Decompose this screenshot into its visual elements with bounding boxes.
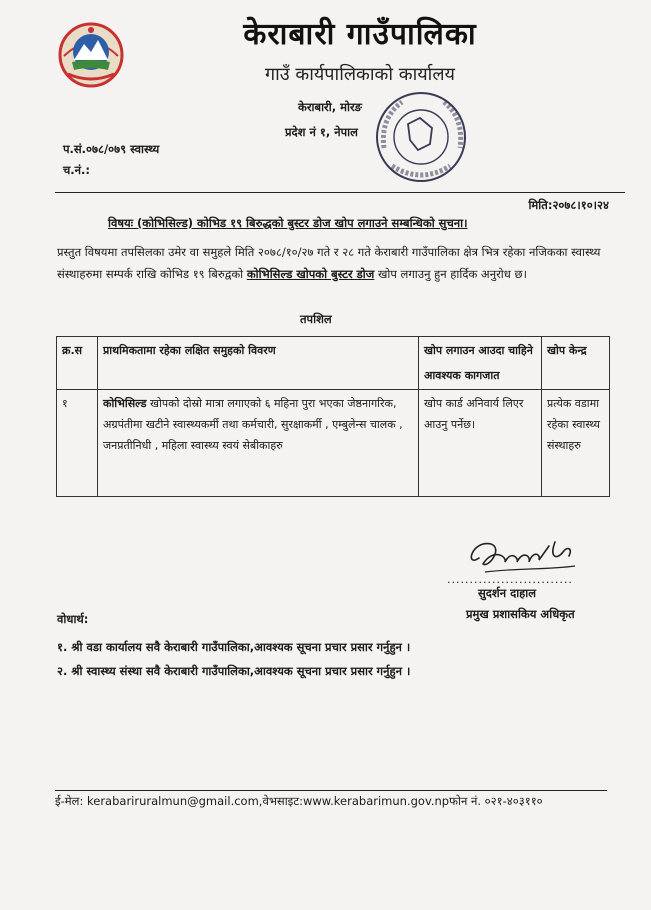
- office-title: केराबारी गाउँपालिका: [243, 17, 477, 52]
- office-subtitle: गाउँ कार्यपालिकाको कार्यालय: [265, 64, 455, 85]
- cc-item: २. श्री स्वास्थ्य संस्था सवै केराबारी गाउँपालिका,आवश्यक सूचना प्रचार प्रसार गर्नुहुन ।: [57, 664, 411, 678]
- dispatch-number: च.नं.:: [63, 163, 91, 177]
- body-text-1: प्रस्तुत विषयमा तपसिलका उमेर वा समुहले मिति २०७८/१०/२७ गते र २८ गते केराबारी गाउँपालिका क्षेत्र भित्र रहेका नजिकका स्वास्थ्य संस्थाहरुमा सम्पर्क राखि कोभिड १९ बिरुद्वको: [57, 245, 601, 281]
- header-group: प्राथमिकतामा रहेका लक्षित समुहको विवरण: [98, 337, 419, 390]
- cell-docs: खोप कार्ड अनिवार्य लिएर आउनु पर्नेछ।: [419, 390, 542, 497]
- header-center: खोप केन्द्र: [542, 337, 610, 390]
- cell-group-text: खोपको दोस्रो मात्रा लगाएको ६ महिना पुरा भएका जेष्ठनागरिक, अग्रपंतीमा खटीने स्वास्थ्यकर्मी तथा कर्मचारी, सुरक्षाकर्मी , एम्बुलेन्स चालक , जनप्रतीनिधी , महिला स्वास्थ्य स्वयं सेबीकाहरु: [103, 397, 403, 452]
- body-text-2: खोप लगाउनु हुन हार्दिक अनुरोध छ।: [374, 267, 527, 281]
- table-row: [57, 390, 610, 497]
- cc-item: १. श्री वडा कार्यालय सवै केराबारी गाउँपालिका,आवश्यक सूचना प्रचार प्रसार गर्नुहुन ।: [57, 640, 411, 654]
- reference-number: प.सं.०७८/०७९ स्वास्थ्य: [63, 142, 160, 156]
- footer-divider: [55, 790, 607, 791]
- footer-contact: ई-मेल: kerabariruralmun@gmail.com,वेभसाइट:www.kerabarimun.gov.npफोन नं. ०२१-४०३११०: [55, 794, 543, 808]
- signatory-title: प्रमुख प्रशासकिय अधिकृत: [466, 607, 575, 621]
- table-caption: तपशिल: [300, 312, 332, 326]
- signature-line: ............................: [447, 573, 573, 586]
- address-line-2: प्रदेश नं १, नेपाल: [285, 125, 358, 139]
- table-header-row: [57, 337, 610, 390]
- cc-label: वोधार्थ:: [57, 612, 89, 626]
- letter-date: मिति:२०७८।१०।२४: [528, 198, 609, 212]
- letter-subject: विषयः (कोभिसिल्ड) कोभिड १९ बिरुद्धको बुस्टर डोज खोप लगाउने सम्बन्धिको सुचना।: [108, 216, 468, 230]
- nepal-emblem-icon: [58, 22, 124, 88]
- body-highlight: कोभिसिल्ड खोपको बुस्टर डोज: [246, 267, 375, 281]
- header-docs-line2: आवश्यक कागजात: [424, 369, 500, 382]
- cell-center: प्रत्येक वडामा रहेका स्वास्थ्य संस्थाहरु: [542, 390, 610, 497]
- priority-group-table: [56, 336, 610, 497]
- body-paragraph: [57, 241, 617, 285]
- header-sn: क्र.स: [57, 337, 98, 390]
- cell-sn: १: [57, 390, 98, 497]
- header-divider: [55, 192, 625, 193]
- cell-group-bold: कोभिसिल्ड: [103, 397, 147, 410]
- signatory-name: सुदर्शन दाहाल: [478, 586, 537, 600]
- cell-group: [98, 390, 419, 497]
- office-seal-stamp: [372, 88, 470, 186]
- address-line-1: केराबारी, मोरङ: [298, 100, 362, 114]
- header-docs: [419, 337, 542, 390]
- header-docs-line1: खोप लगाउन आउदा चाहिने: [424, 344, 533, 357]
